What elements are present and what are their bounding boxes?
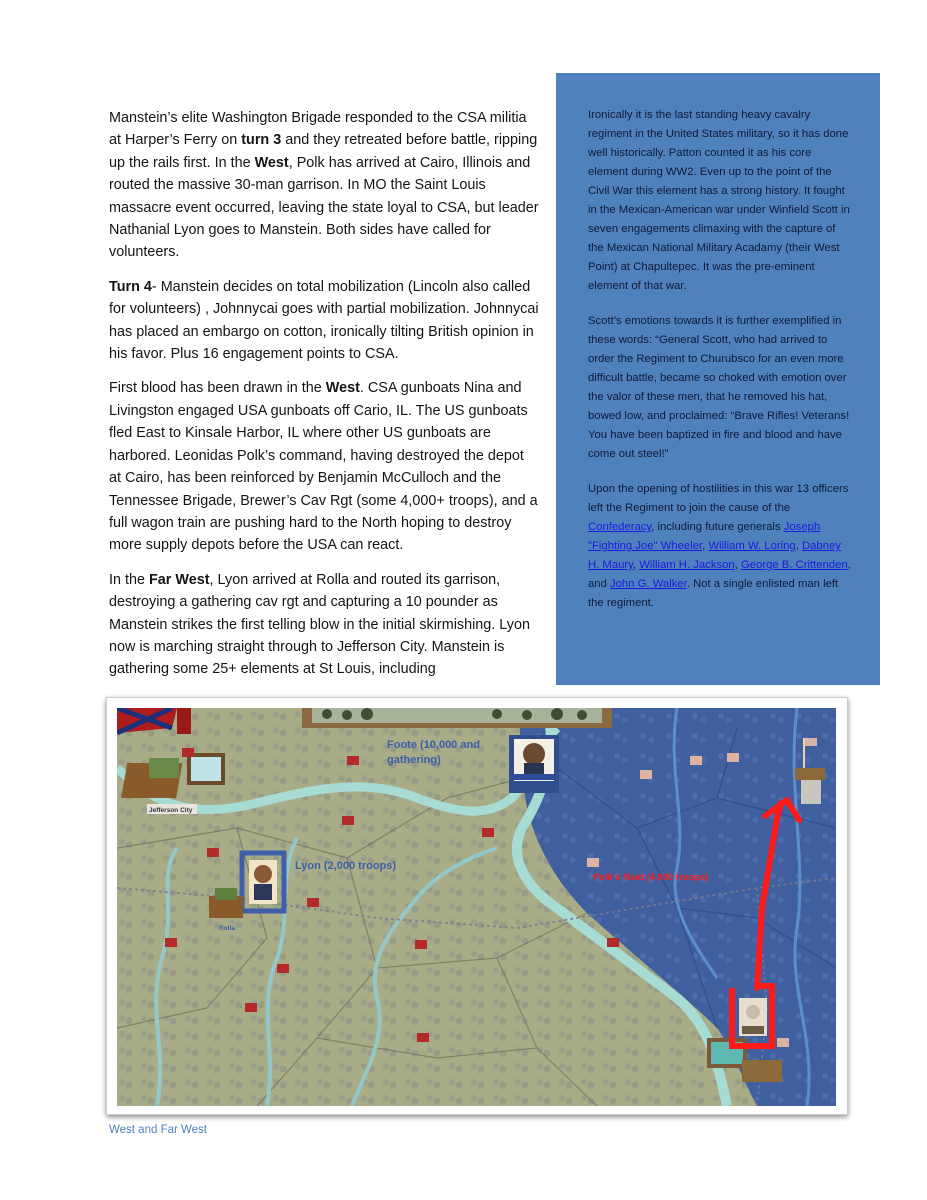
article-paragraph [109, 107, 539, 264]
sidebar-text: Upon the opening of hostilities in this war 13 officers left the Regiment to join the cause of the [588, 483, 849, 514]
separator: , [702, 540, 709, 552]
link-dabney-maury[interactable]: Dabney H. Maury [588, 540, 841, 571]
polk-raid-label: Polk's Raid (4,000 troops) [593, 872, 709, 883]
article-paragraph [109, 377, 539, 556]
text-run: Manstein’s elite Washington Brigade responded to the CSA militia at Harper’s Ferry on [109, 110, 527, 149]
article-paragraph [109, 569, 539, 681]
separator: , [795, 540, 802, 552]
bold-phrase: Turn 4 [109, 278, 152, 295]
sidebar-paragraph-2: Scott’s emotions towards it is further exemplified in these words: “General Scott, who had arrived to order the Regiment to Churubsco for an even more difficult battle, became so choked with emotion over the valor of these men, that he removed his hat, bowed low, and proclaimed: “Brave Rifles! Veterans! You have been baptized in fire and blood and have come out steel!” [588, 315, 850, 460]
separator: , [632, 559, 640, 571]
text-run: , Lyon arrived at Rolla and routed its garrison, destroying a gathering cav rgt and capturing a 10 pounder as Manstein strikes the first telling blow in the initial skirmishing. Lyon now is marching straight through to Jefferson City. Manstein is gathering some 25+ elements at St Louis, including [109, 571, 530, 678]
foote-leader-counter [509, 735, 559, 793]
sidebar-text: . Not a single enlisted man left the regiment. [588, 578, 839, 609]
separator: , [734, 559, 741, 571]
lyon-label: Lyon (2,000 troops) [295, 860, 397, 872]
game-map-screenshot [117, 708, 836, 1106]
bold-phrase: turn 3 [241, 132, 282, 149]
foote-label-line1: Foote (10,000 and [387, 739, 480, 751]
article-body [109, 107, 539, 693]
link-john-walker[interactable]: John G. Walker [610, 578, 687, 590]
text-run: and they retreated before battle, ripping up the rails first. In the [109, 132, 538, 171]
text-run: , Polk has arrived at Cairo, Illinois and routed the massive 30-man garrison. In MO the Saint Louis massacre event occurred, leaving the state loyal to CSA, but leader Nathanial Lyon goes to Manstein. Both sides have called for volunteers. [109, 154, 539, 261]
text-run: - Manstein decides on total mobilization (Lincoln also called for volunteers) , Johnnycai goes with partial mobilization. Johnnycai has placed an embargo on cotton, ironically tilting British opinion in his favor. Plus 16 engagement points to CSA. [109, 278, 539, 363]
separator: , and [588, 559, 851, 590]
jefferson-city-label: Jefferson City [149, 807, 193, 814]
map-figure [106, 697, 848, 1115]
link-george-crittenden[interactable]: George B. Crittenden [740, 559, 848, 571]
sidebar-paragraph-1: Ironically it is the last standing heavy cavalry regiment in the United States military, so it has done well historically. Patton counted it as his core element during WW2. Even up to the point of the Civil War this element has a strong history. It fought in the Mexican-American war under Winfield Scott in seven engagements climaxing with the capture of the Mexican National Military Acadamy (their West Point) at Chapultepec. It was the pre-eminent element of that war. [588, 109, 850, 292]
sidebar-paragraph-3 [588, 480, 852, 613]
sidebar-box [556, 73, 880, 685]
link-william-jackson[interactable]: William H. Jackson [639, 559, 735, 571]
article-paragraph [109, 276, 539, 366]
foote-label-line2: gathering) [387, 754, 441, 766]
text-run: First blood has been drawn in the [109, 380, 326, 397]
text-run: . CSA gunboats Nina and Livingston engaged USA gunboats off Cario, IL. The US gunboats fled East to Kinsale Harbor, IL where other US gunboats are harbored. Leonidas Polk’s command, having destroyed the depot at Cairo, has been reinforced by Benjamin McCulloch and the Tennessee Brigade, Brewer’s Cav Rgt (some 4,000+ troops), and a full wagon train are pushing hard to the North hoping to destroy more supply depots before the USA can react. [109, 380, 538, 554]
map-canvas [117, 708, 836, 1106]
link-joseph-wheeler[interactable]: Joseph "Fighting Joe" Wheeler [588, 521, 821, 552]
link-confederacy[interactable]: Confederacy [588, 521, 652, 533]
sidebar-text: , including future generals [651, 521, 784, 533]
bold-phrase: Far West [149, 571, 210, 588]
figure-caption: West and Far West [109, 1124, 207, 1136]
link-william-loring[interactable]: William W. Loring [708, 540, 796, 552]
bold-phrase: West [254, 154, 289, 171]
bold-phrase: West [325, 380, 360, 397]
rolla-label: Rolla [219, 925, 235, 932]
text-run: In the [109, 571, 150, 588]
